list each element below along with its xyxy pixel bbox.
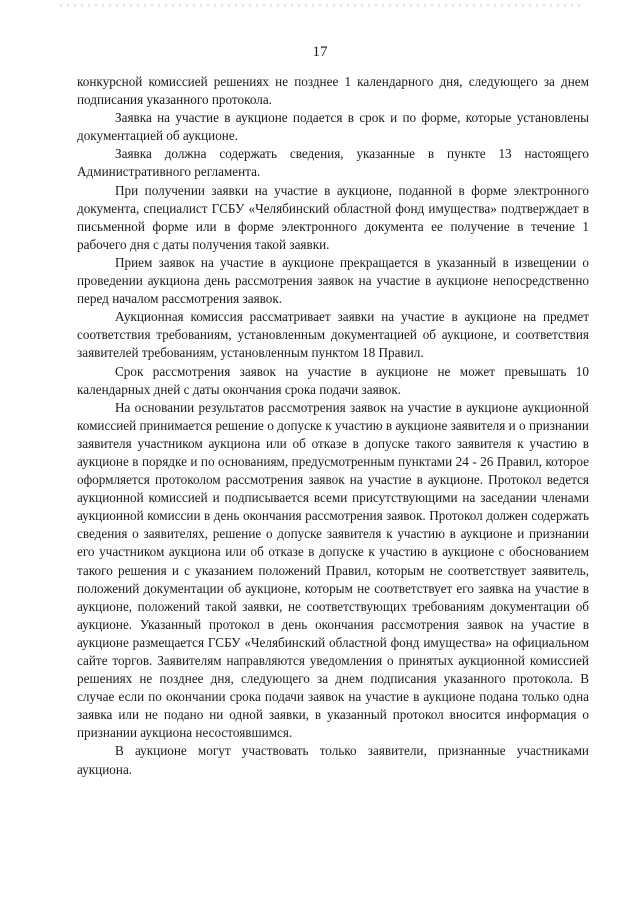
scan-artifact	[60, 4, 580, 7]
page-number: 17	[312, 44, 328, 60]
paragraph-application-deadline: Заявка на участие в аукционе подается в срок и по форме, которые установлены документацией об аукционе.	[77, 110, 589, 144]
paragraph-review-period: Срок рассмотрения заявок на участие в аукционе не может превышать 10 календарных дней с даты окончания срока подачи заявок.	[77, 363, 589, 397]
paragraph-continuation: конкурсной комиссией решениях не позднее 1 календарного дня, следующего за днем подписания указанного протокола.	[77, 74, 589, 108]
paragraph-application-content: Заявка должна содержать сведения, указанные в пункте 13 настоящего Административного регламента.	[77, 146, 589, 180]
document-body	[77, 73, 589, 779]
paragraph-commission-review: Аукционная комиссия рассматривает заявки на участие в аукционе на предмет соответствия требованиям, установленным документацией об аукционе, и соответствия заявителей требованиям, установленным пунктом 18 Правил.	[77, 309, 589, 361]
paragraph-electronic-application: При получении заявки на участие в аукционе, поданной в форме электронного документа, специалист ГСБУ «Челябинский областной фонд имущества» подтверждает в письменной форме или в форме электронного документа ее получение в течение 1 рабочего дня с даты получения такой заявки.	[77, 182, 589, 252]
paragraph-participants: В аукционе могут участвовать только заявители, признанные участниками аукциона.	[77, 743, 589, 777]
paragraph-review-protocol: На основании результатов рассмотрения заявок на участие в аукционе аукционной комиссией принимается решение о допуске к участию в аукционе заявителя и о признании заявителя участником аукциона или об отказе в допуске такого заявителя к участию в аукционе в порядке и по основаниям, предусмотренным пунктами 24 - 26 Правил, которое оформляется протоколом рассмотрения заявок на участие в аукционе. Протокол ведется аукционной комиссией и подписывается всеми присутствующими на заседании членами аукционной комиссии в день окончания рассмотрения заявок. Протокол должен содержать сведения о заявителях, решение о допуске заявителя к участию в аукционе и признании его участником аукциона или об отказе в допуске к участию в аукционе с обоснованием такого решения и с указанием положений Правил, которым не соответствует заявитель, положений документации об аукционе, которым не соответствует его заявка на участие в аукционе, положений такой заявки, не соответствующих требованиям документации об аукционе. Указанный протокол в день окончания рассмотрения заявок на участие в аукционе размещается ГСБУ «Челябинский областной фонд имущества» на официальном сайте торгов. Заявителям направляются уведомления о принятых аукционной комиссией решениях не позднее дня, следующего за днем подписания указанного протокола. В случае если по окончании срока подачи заявок на участие в аукционе подана только одна заявка или не подано ни одной заявки, в указанный протокол вносится информация о признании аукциона несостоявшимся.	[77, 399, 589, 741]
paragraph-application-cutoff: Прием заявок на участие в аукционе прекращается в указанный в извещении о проведении аукциона день рассмотрения заявок на участие в аукционе непосредственно перед началом рассмотрения заявок.	[77, 254, 589, 307]
